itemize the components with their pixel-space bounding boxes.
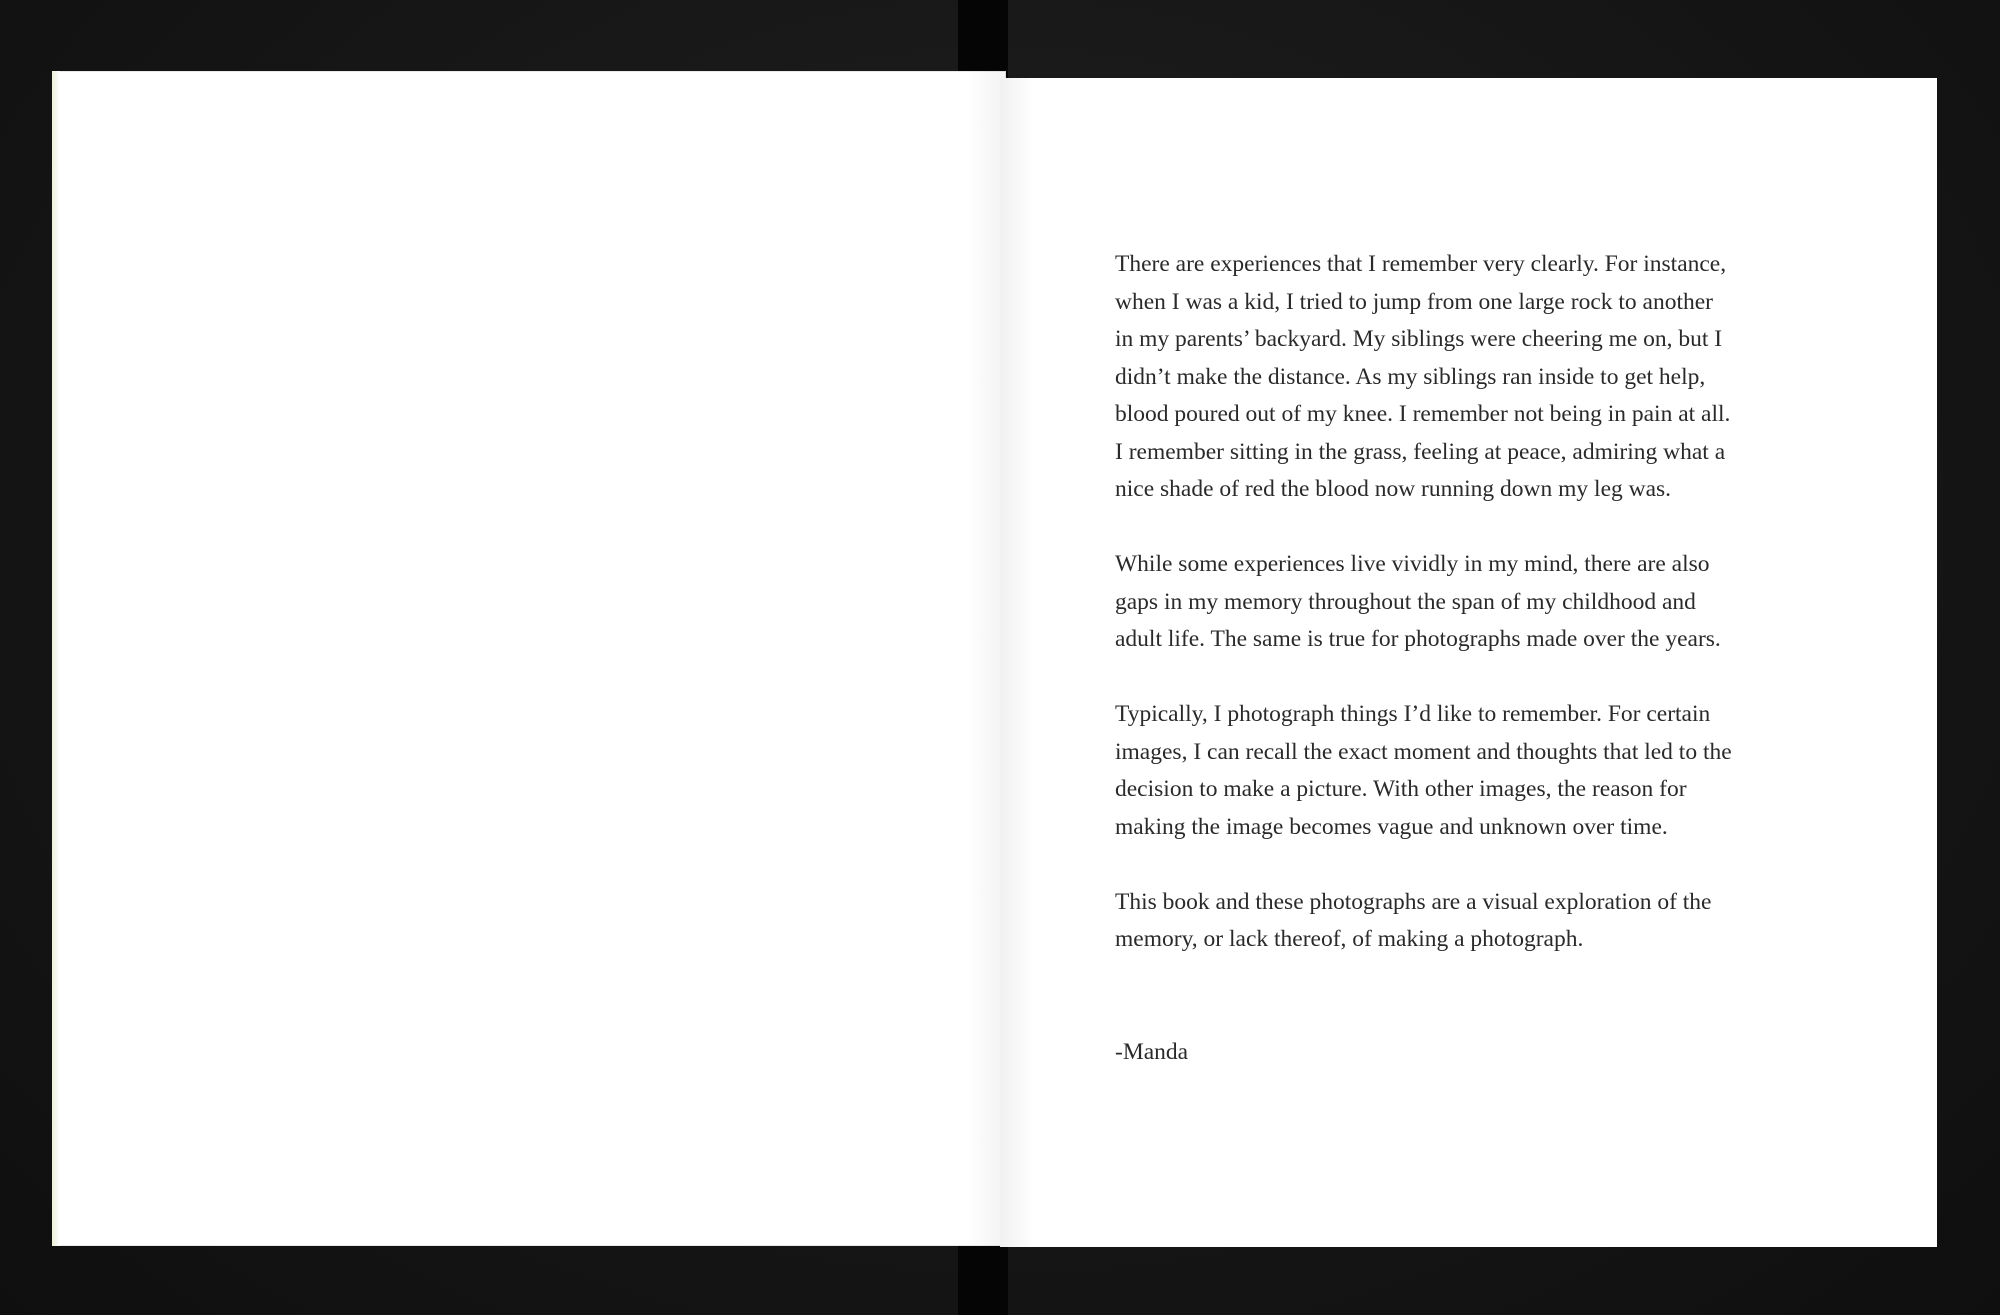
right-page <box>1000 78 1937 1247</box>
paragraph: There are experiences that I remember very clearly. For instance, when I was a kid, I tried to jump from one large rock to another in my parents’ backyard. My siblings were cheering me on, but I didn’t make the distance. As my siblings ran inside to get help, blood poured out of my knee. I remember not being in pain at all. I remember sitting in the grass, feeling at peace, admiring what a nice shade of red the blood now running down my leg was. <box>1115 251 1731 502</box>
paragraph: This book and these photographs are a visual exploration of the memory, or lack thereof, of making a photograph. <box>1115 888 1712 952</box>
gutter-shadow <box>1000 78 1034 1247</box>
left-page <box>52 71 1006 1246</box>
page-edge <box>52 71 60 1246</box>
paragraph: Typically, I photograph things I’d like to remember. For certain images, I can recall the exact moment and thoughts that led to the decision to make a picture. With other images, the reason for making the image becomes vague and unknown over time. <box>1115 701 1732 840</box>
author-signature: -Manda <box>1115 1038 1189 1065</box>
paragraph: While some experiences live vividly in my mind, there are also gaps in my memory throughout the span of my childhood and adult life. The same is true for photographs made over the years. <box>1115 551 1721 652</box>
essay-text <box>1115 246 1835 1109</box>
